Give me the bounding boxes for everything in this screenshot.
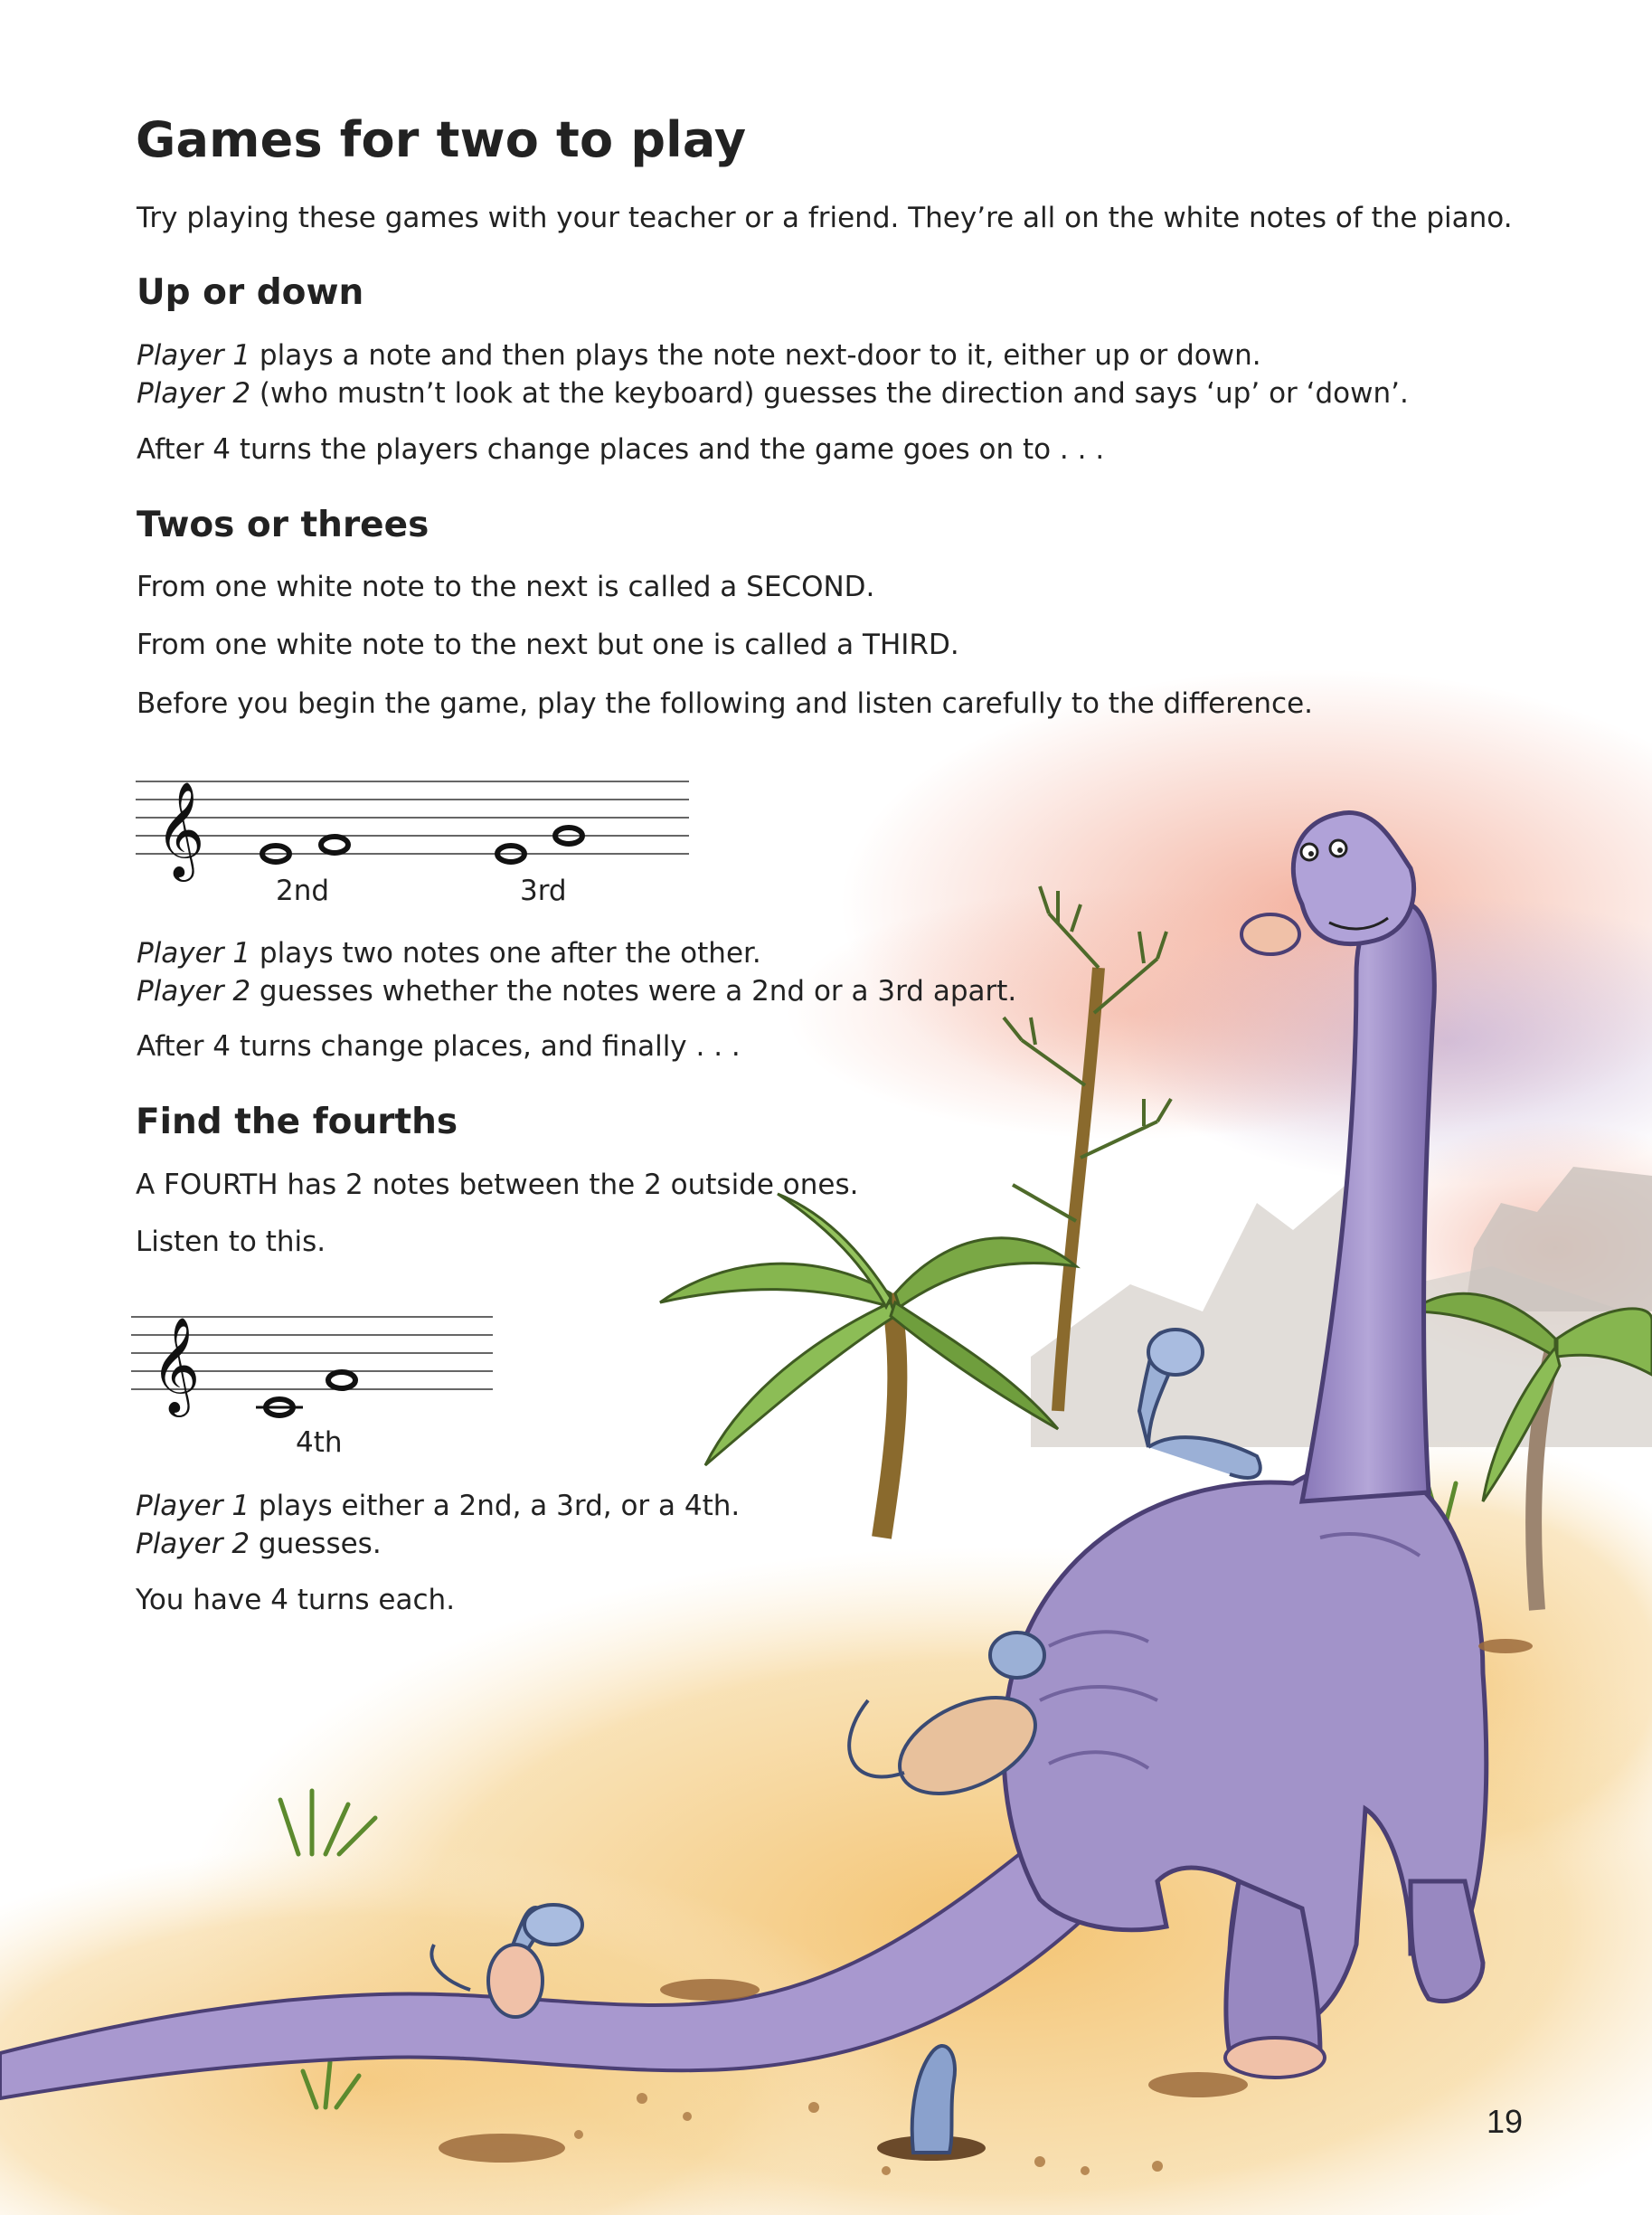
intro-text: Try playing these games with your teacher or a friend. They’re all on the white notes of the piano. — [137, 202, 1513, 234]
fourths-player1-line — [136, 1487, 740, 1525]
treble-clef-icon: 𝄞 — [151, 1316, 201, 1413]
player-label: Player 2 — [137, 377, 251, 410]
up-or-down-player2-line — [137, 374, 1409, 412]
twos-after-text: After 4 turns change places, and finally . . . — [137, 1030, 741, 1063]
up-or-down-player1-line — [137, 336, 1261, 374]
twos-player1-line — [137, 934, 761, 972]
listen-text: Listen to this. — [136, 1226, 326, 1258]
treble-clef-icon: 𝄞 — [156, 781, 205, 877]
twos-or-threes-instruction: Before you begin the game, play the following and listen carefully to the difference. — [137, 687, 1314, 720]
section-heading-twos-or-threes: Twos or threes — [137, 505, 430, 545]
section-heading-find-the-fourths: Find the fourths — [136, 1102, 458, 1142]
music-staff-4th — [131, 1284, 502, 1420]
instruction-text: plays either a 2nd, a 3rd, or a 4th. — [250, 1490, 741, 1522]
fourth-definition: A FOURTH has 2 notes between the 2 outside ones. — [136, 1169, 859, 1201]
turns-text: You have 4 turns each. — [136, 1584, 456, 1616]
player-label: Player 2 — [136, 1528, 250, 1560]
third-definition: From one white note to the next but one is called a THIRD. — [137, 629, 959, 661]
instruction-text: guesses. — [250, 1528, 382, 1560]
instruction-text: plays two notes one after the other. — [250, 937, 761, 970]
interval-label-3rd: 3rd — [520, 875, 567, 907]
interval-label-2nd: 2nd — [276, 875, 330, 907]
twos-player2-line — [137, 972, 1016, 1010]
player-label: Player 2 — [137, 975, 251, 1008]
music-staff-2nd-3rd — [136, 751, 692, 886]
page-number: 19 — [1487, 2103, 1524, 2140]
second-definition: From one white note to the next is called a SECOND. — [137, 571, 875, 603]
page-title: Games for two to play — [136, 111, 747, 168]
player-label: Player 1 — [136, 1490, 250, 1522]
player-label: Player 1 — [137, 937, 251, 970]
instruction-text: (who mustn’t look at the keyboard) guesses the direction and says ‘up’ or ‘down’. — [250, 377, 1409, 410]
instruction-text: guesses whether the notes were a 2nd or a 3rd apart. — [250, 975, 1017, 1008]
player-label: Player 1 — [137, 339, 251, 372]
interval-label-4th: 4th — [296, 1426, 343, 1459]
up-or-down-after-text: After 4 turns the players change places and the game goes on to . . . — [137, 433, 1105, 466]
fourths-player2-line — [136, 1525, 382, 1563]
section-heading-up-or-down: Up or down — [137, 272, 364, 313]
instruction-text: plays a note and then plays the note next-door to it, either up or down. — [250, 339, 1261, 372]
